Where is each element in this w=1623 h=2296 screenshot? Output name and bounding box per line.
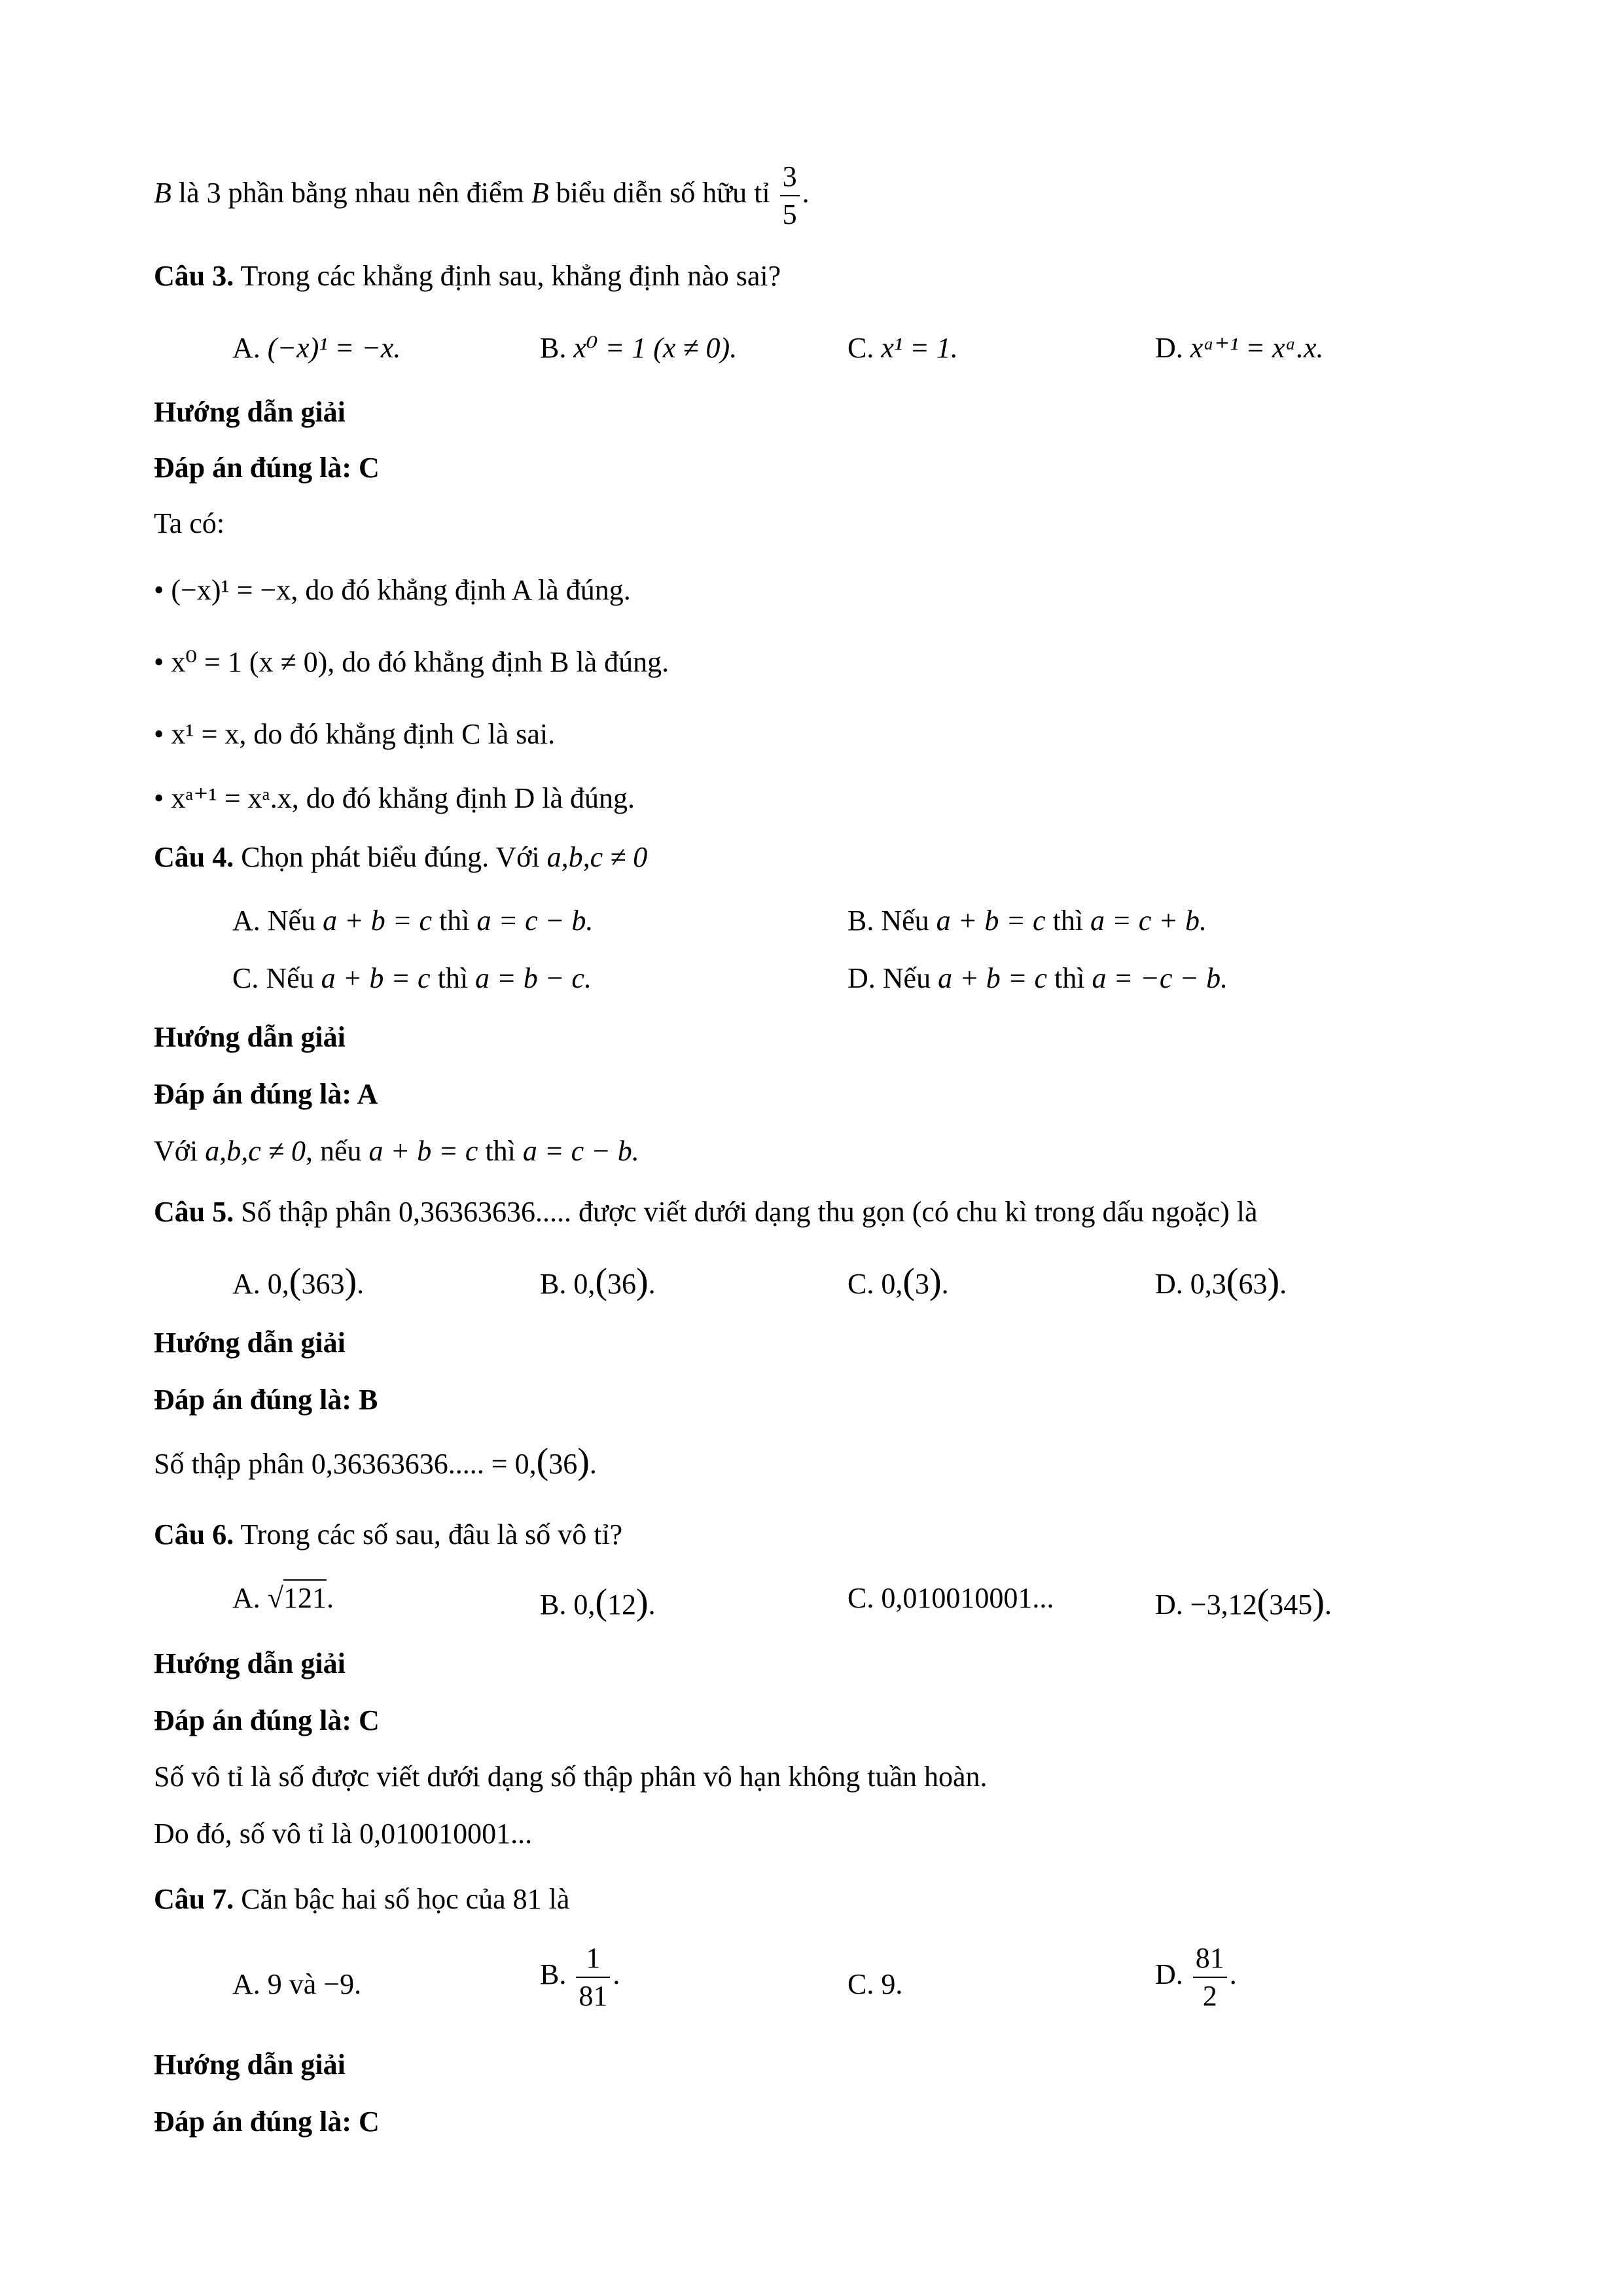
explanation-bullet: • (−x)¹ = −x, do đó khẳng định A là đúng.	[154, 574, 631, 606]
option-word: thì	[1054, 962, 1085, 994]
expr: a + b = c	[368, 1135, 478, 1167]
question-3	[154, 262, 781, 291]
option-expr: a + b = c	[323, 905, 433, 937]
answer-line: Đáp án đúng là: B	[154, 1384, 378, 1416]
question-5	[154, 1198, 1258, 1227]
option-b	[540, 334, 737, 363]
option-c	[847, 334, 958, 363]
explanation-line	[154, 1137, 639, 1166]
condition: a,b,c ≠ 0	[546, 841, 648, 873]
period: .	[941, 1268, 949, 1300]
question-text: Trong các khẳng định sau, khẳng định nào sai?	[240, 260, 781, 292]
option-a: A. 0,(363).	[232, 1261, 365, 1302]
guide-heading: Hướng dẫn giải	[154, 1021, 346, 1053]
option-key: C.	[847, 1968, 874, 2000]
point-label: B	[531, 177, 549, 209]
text: thì	[485, 1135, 516, 1167]
option-b: B. 0,(36).	[540, 1261, 656, 1302]
option-b: B. 0,(12).	[540, 1582, 656, 1623]
fraction	[1193, 1944, 1227, 2011]
option-a	[232, 906, 593, 935]
question-label: Câu 5.	[154, 1196, 234, 1228]
option-pre: 0,	[573, 1588, 596, 1621]
explanation-line: Do đó, số vô tỉ là 0,010010001...	[154, 1818, 533, 1850]
square-root	[268, 1584, 327, 1613]
period: .	[589, 1448, 597, 1480]
denominator: 5	[782, 198, 797, 230]
option-key: A.	[232, 1582, 260, 1614]
option-expr: a = −c − b.	[1092, 962, 1228, 994]
denominator: 2	[1202, 1980, 1217, 2012]
radical-icon: √	[267, 1582, 283, 1614]
option-word: Nếu	[882, 962, 931, 994]
option-expr: a + b = c	[321, 962, 431, 994]
numerator: 3	[780, 162, 800, 196]
question-text: Trong các số sau, đâu là số vô tỉ?	[240, 1518, 623, 1551]
option-pre: 0,	[881, 1268, 903, 1300]
period-digits: 345	[1269, 1588, 1313, 1621]
option-expr: 9.	[881, 1968, 903, 2000]
option-pre: 0,	[267, 1268, 289, 1300]
option-c	[847, 1970, 902, 1999]
option-key: A.	[232, 1268, 260, 1300]
explanation-line: Ta có:	[154, 507, 225, 539]
option-word: Nếu	[267, 905, 316, 937]
question-7	[154, 1885, 569, 1914]
period: .	[326, 1582, 334, 1614]
answer-line: Đáp án đúng là: C	[154, 2106, 380, 2138]
guide-heading: Hướng dẫn giải	[154, 1327, 346, 1359]
fraction	[576, 1944, 610, 2011]
option-key: D.	[1155, 1958, 1183, 1991]
option-expr: 0,010010001...	[881, 1582, 1054, 1614]
option-key: C.	[847, 1268, 874, 1300]
option-key: D.	[1155, 332, 1183, 364]
explanation-bullet: • xᵃ⁺¹ = xᵃ.x, do đó khẳng định D là đúng.	[154, 782, 635, 814]
period: .	[1279, 1268, 1287, 1300]
option-a	[232, 334, 401, 363]
option-key: B.	[540, 1268, 567, 1300]
period: .	[1229, 1958, 1237, 1991]
period: .	[613, 1958, 620, 1991]
option-expr: a = c − b.	[476, 905, 594, 937]
option-a	[232, 1584, 334, 1613]
option-pre: 0,	[573, 1268, 596, 1300]
explanation-line: Số thập phân 0,36363636..... = 0,(36).	[154, 1441, 597, 1482]
option-word: thì	[439, 905, 470, 937]
expr: a,b,c ≠ 0	[205, 1135, 306, 1167]
option-c: C. 0,(3).	[847, 1261, 949, 1302]
option-d	[847, 964, 1228, 993]
explanation-line: Số vô tỉ là số được viết dưới dạng số thập phân vô hạn không tuần hoàn.	[154, 1761, 988, 1793]
answer-line: Đáp án đúng là: C	[154, 1704, 380, 1736]
intro-text-1: là 3 phần bằng nhau nên điểm	[178, 177, 524, 209]
answer-line: Đáp án đúng là: A	[154, 1078, 378, 1110]
expr: a = c − b.	[522, 1135, 639, 1167]
option-expr: 9 và −9.	[267, 1968, 362, 2000]
intro-text-2: biểu diễn số hữu tỉ	[556, 177, 770, 209]
period-digits: 12	[607, 1588, 637, 1621]
option-key: D.	[847, 962, 876, 994]
denominator: 81	[579, 1980, 608, 2012]
option-key: A.	[232, 332, 260, 364]
question-text: Số thập phân 0,36363636..... được viết dưới dạng thu gọn (có chu kì trong dấu ngoặc) là	[241, 1196, 1258, 1228]
period-digits: 3	[915, 1268, 930, 1300]
guide-heading: Hướng dẫn giải	[154, 1647, 346, 1679]
option-a	[232, 1970, 361, 1999]
guide-heading: Hướng dẫn giải	[154, 2049, 346, 2081]
option-key: C.	[847, 1582, 874, 1614]
option-key: C.	[232, 962, 259, 994]
question-label: Câu 6.	[154, 1518, 234, 1551]
option-expr: x⁰ = 1 (x ≠ 0).	[573, 332, 738, 364]
option-expr: xᵃ⁺¹ = xᵃ.x.	[1190, 332, 1324, 364]
option-expr: a + b = c	[936, 905, 1046, 937]
option-d: D. 0,3(63).	[1155, 1261, 1287, 1302]
option-key: B.	[540, 1588, 567, 1621]
numerator: 81	[1193, 1944, 1227, 1978]
option-b	[847, 906, 1207, 935]
question-label: Câu 4.	[154, 841, 234, 873]
option-b	[540, 1944, 620, 2011]
option-expr: a = c + b.	[1090, 905, 1207, 937]
option-pre: 0,3	[1190, 1268, 1226, 1300]
numerator: 1	[576, 1944, 610, 1978]
radicand: 121	[283, 1579, 327, 1614]
question-6	[154, 1520, 622, 1549]
question-4	[154, 843, 647, 872]
fraction	[780, 162, 800, 229]
option-key: A.	[232, 905, 260, 937]
option-key: C.	[847, 332, 874, 364]
option-expr: a = b − c.	[475, 962, 592, 994]
point-label: B	[154, 177, 171, 209]
option-word: Nếu	[881, 905, 929, 937]
option-c	[847, 1584, 1054, 1613]
period-digits: 36	[548, 1448, 578, 1480]
option-word: Nếu	[266, 962, 314, 994]
option-pre: −3,12	[1190, 1588, 1257, 1621]
text: , nếu	[305, 1135, 362, 1167]
question-text: Căn bậc hai số học của 81 là	[241, 1883, 570, 1915]
text: Với	[154, 1135, 198, 1167]
option-expr: a + b = c	[938, 962, 1048, 994]
option-word: thì	[437, 962, 469, 994]
option-expr: x¹ = 1.	[881, 332, 958, 364]
period: .	[1324, 1588, 1332, 1621]
guide-heading: Hướng dẫn giải	[154, 396, 346, 428]
option-d	[1155, 334, 1324, 363]
intro-line	[154, 162, 810, 229]
question-label: Câu 3.	[154, 260, 234, 292]
option-d: D. −3,12(345).	[1155, 1582, 1332, 1623]
explanation-bullet: • x⁰ = 1 (x ≠ 0), do đó khẳng định B là đúng.	[154, 646, 669, 678]
period-digits: 363	[301, 1268, 345, 1300]
period: .	[802, 177, 810, 209]
explanation-bullet: • x¹ = x, do đó khẳng định C là sai.	[154, 718, 556, 750]
period-digits: 36	[607, 1268, 637, 1300]
question-text: Chọn phát biểu đúng. Với	[241, 841, 540, 873]
option-key: A.	[232, 1968, 260, 2000]
option-word: thì	[1052, 905, 1084, 937]
text: Số thập phân 0,36363636..... = 0,	[154, 1448, 537, 1480]
option-key: B.	[847, 905, 874, 937]
option-c	[232, 964, 592, 993]
option-d	[1155, 1944, 1237, 2011]
question-label: Câu 7.	[154, 1883, 234, 1915]
period-digits: 63	[1238, 1268, 1268, 1300]
option-key: B.	[540, 1958, 567, 1991]
option-key: D.	[1155, 1588, 1183, 1621]
option-key: D.	[1155, 1268, 1183, 1300]
period: .	[648, 1268, 656, 1300]
period: .	[648, 1588, 656, 1621]
period: .	[357, 1268, 365, 1300]
answer-line: Đáp án đúng là: C	[154, 452, 380, 484]
option-expr: (−x)¹ = −x.	[267, 332, 401, 364]
option-key: B.	[540, 332, 567, 364]
